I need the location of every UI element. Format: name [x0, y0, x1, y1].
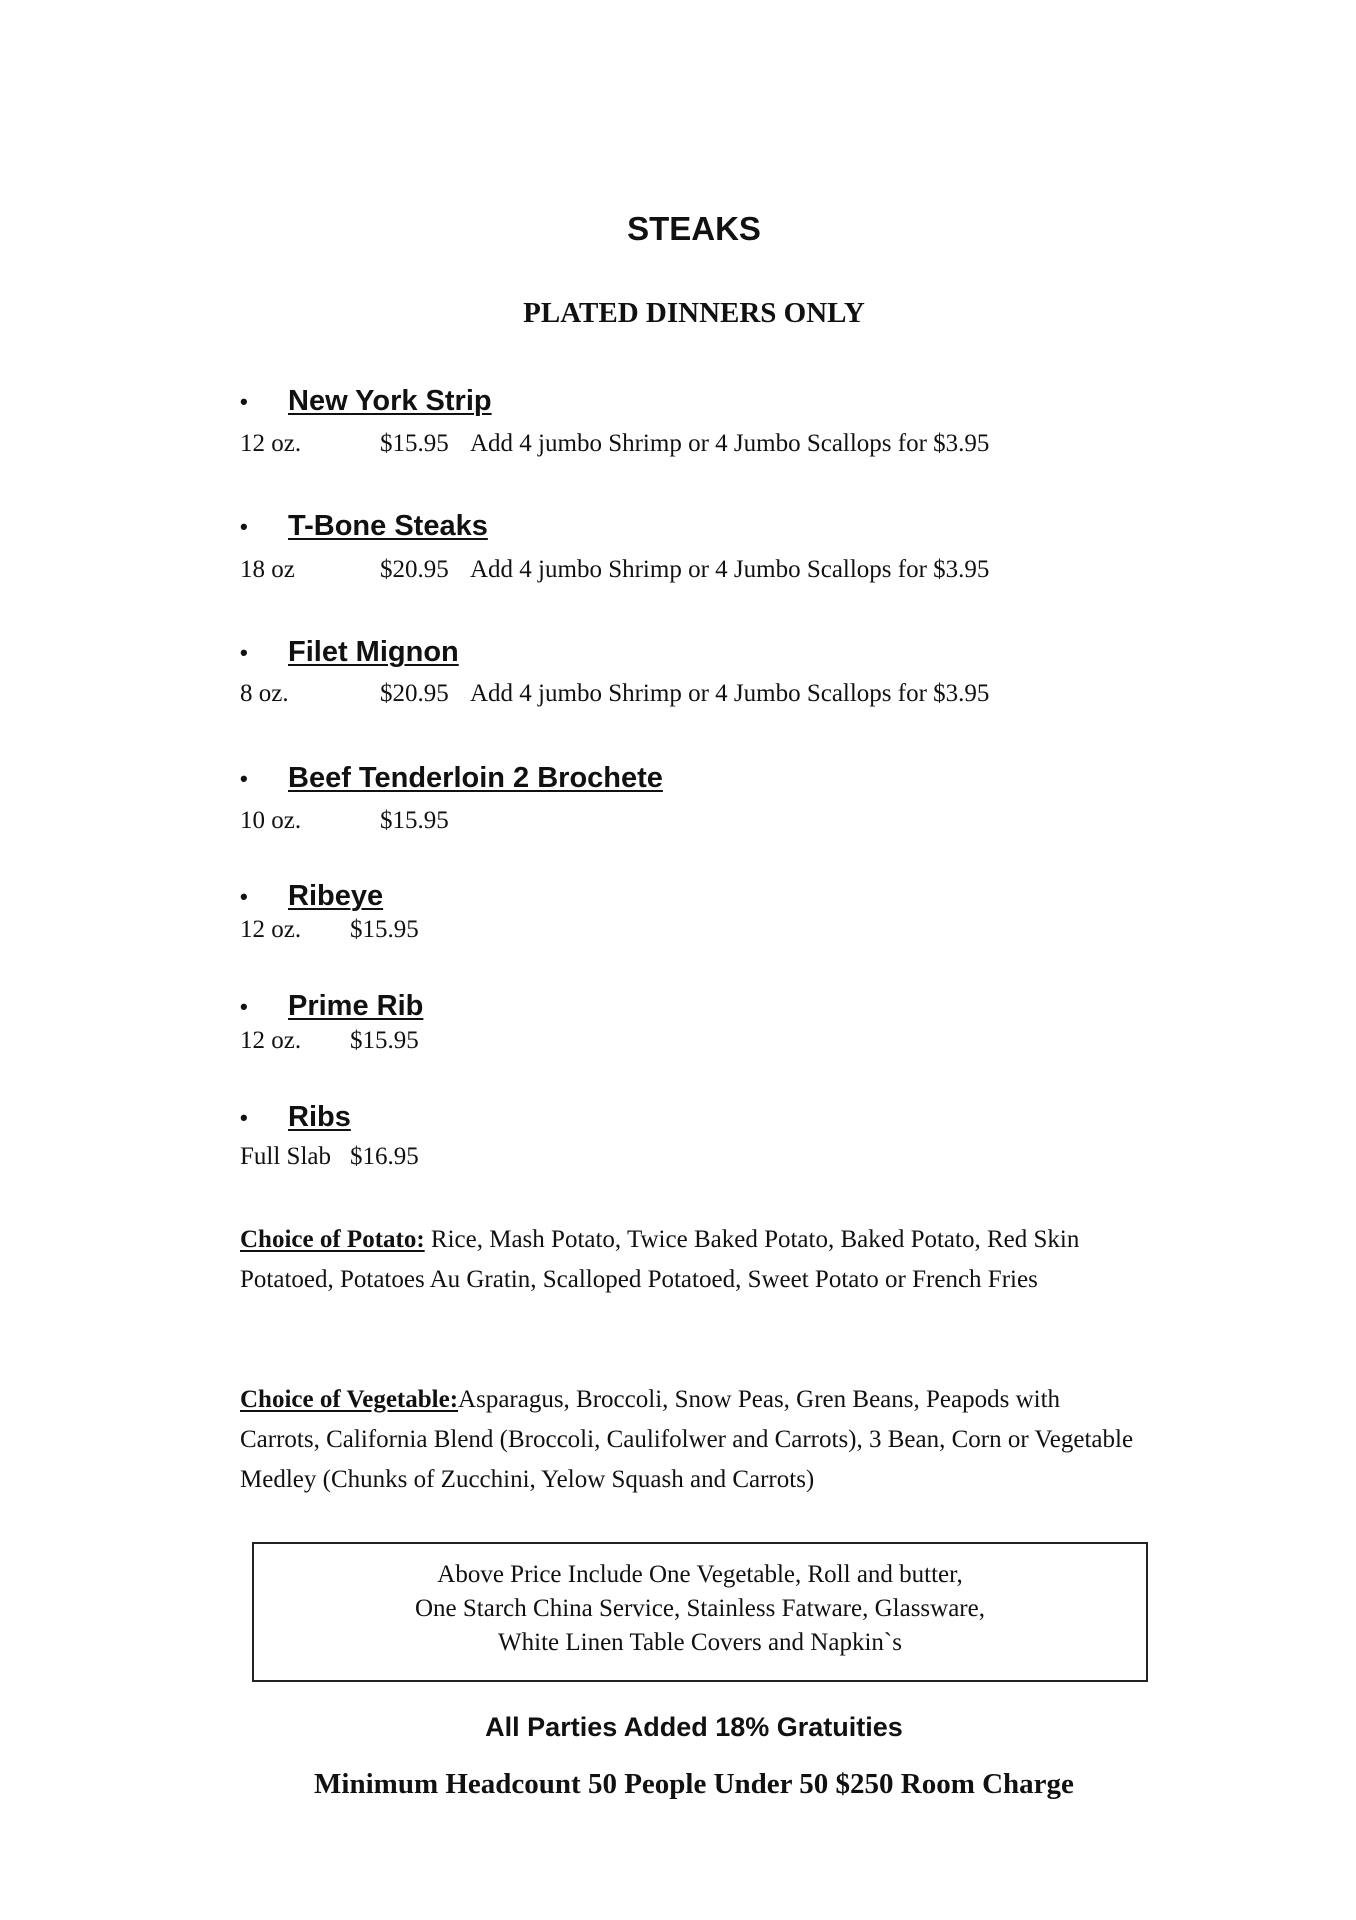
item-price: $15.95	[350, 1027, 419, 1054]
item-name: Prime Rib	[288, 990, 424, 1022]
minimum-headcount-note: Minimum Headcount 50 People Under 50 $250 Room Charge	[314, 1768, 1074, 1800]
item-addon: Add 4 jumbo Shrimp or 4 Jumbo Scallops for $3.95	[470, 430, 990, 457]
item-name: Beef Tenderloin 2 Brochete	[288, 762, 663, 794]
vegetable-label: Choice of Vegetable:	[240, 1386, 459, 1413]
bullet-icon: •	[240, 993, 248, 1019]
gratuities-note: All Parties Added 18% Gratuities	[485, 1712, 903, 1742]
item-quantity: 18 oz	[240, 556, 295, 583]
bullet-icon: •	[240, 388, 248, 414]
item-price: $20.95	[380, 556, 449, 583]
menu-item-new-york-strip	[240, 385, 492, 418]
section-subtitle: PLATED DINNERS ONLY	[523, 297, 865, 329]
menu-item-beef-tenderloin	[240, 762, 663, 795]
bullet-icon: •	[240, 513, 248, 539]
potato-text: Rice, Mash Potato, Twice Baked Potato, Baked Potato, Red Skin Potatoed, Potatoes Au Gratin, Scalloped Potatoed, Sweet Potato or French Fries	[240, 1226, 1080, 1293]
item-quantity: Full Slab	[240, 1143, 331, 1170]
item-price: $15.95	[380, 430, 449, 457]
item-name: T-Bone Steaks	[288, 510, 488, 542]
item-quantity: 8 oz.	[240, 680, 289, 707]
bullet-icon: •	[240, 1104, 248, 1130]
item-name: Ribs	[288, 1101, 351, 1133]
bullet-icon: •	[240, 765, 248, 791]
vegetable-text: Asparagus, Broccoli, Snow Peas, Gren Beans, Peapods with Carrots, California Blend (Broccoli, Caulifolwer and Carrots), 3 Bean, Corn or Vegetable Medley (Chunks of Zucchini, Yelow Squash and Carrots)	[240, 1386, 1134, 1493]
potato-label: Choice of Potato:	[240, 1226, 425, 1253]
menu-item-t-bone-steaks	[240, 510, 488, 543]
vegetable-choices	[240, 1380, 1140, 1500]
item-name: Ribeye	[288, 880, 384, 912]
menu-item-filet-mignon	[240, 636, 459, 669]
potato-choices	[240, 1220, 1140, 1300]
notice-line: One Starch China Service, Stainless Fatware, Glassware,	[415, 1595, 985, 1622]
item-quantity: 12 oz.	[240, 430, 302, 457]
item-price: $15.95	[350, 916, 419, 943]
section-title: STEAKS	[627, 210, 761, 247]
notice-line: White Linen Table Covers and Napkin`s	[498, 1629, 902, 1656]
bullet-icon: •	[240, 639, 248, 665]
notice-line: Above Price Include One Vegetable, Roll and butter,	[437, 1561, 963, 1588]
item-name: Filet Mignon	[288, 636, 459, 668]
bullet-icon: •	[240, 883, 248, 909]
item-quantity: 12 oz.	[240, 1027, 302, 1054]
item-price: $16.95	[350, 1143, 419, 1170]
item-price: $20.95	[380, 680, 449, 707]
item-quantity: 12 oz.	[240, 916, 302, 943]
item-price: $15.95	[380, 807, 449, 834]
item-quantity: 10 oz.	[240, 807, 302, 834]
item-addon: Add 4 jumbo Shrimp or 4 Jumbo Scallops for $3.95	[470, 680, 990, 707]
menu-item-ribeye	[240, 880, 383, 913]
menu-item-prime-rib	[240, 990, 423, 1023]
included-notice-box	[252, 1542, 1148, 1682]
item-addon: Add 4 jumbo Shrimp or 4 Jumbo Scallops for $3.95	[470, 556, 990, 583]
item-name: New York Strip	[288, 385, 492, 417]
menu-item-ribs	[240, 1101, 351, 1134]
